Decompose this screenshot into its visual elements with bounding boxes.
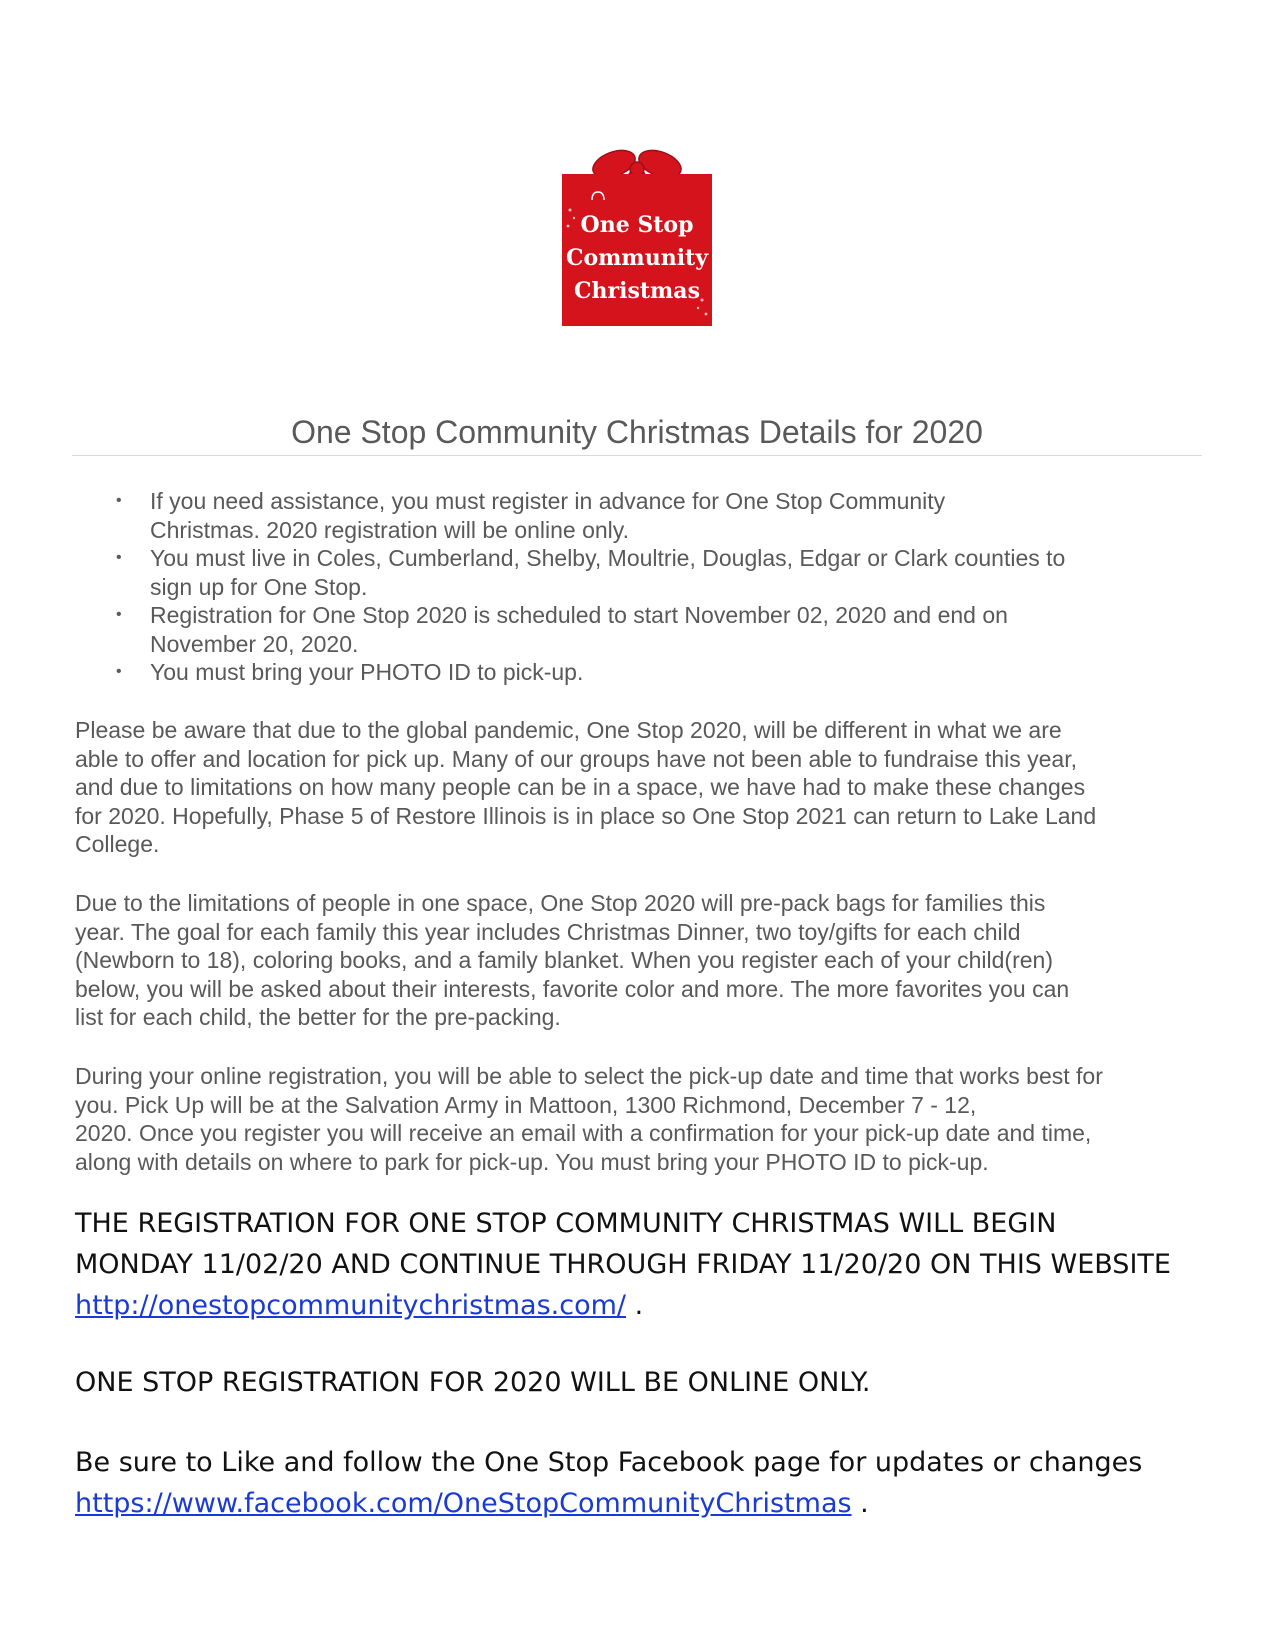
facebook-link-line: [75, 1483, 1225, 1524]
list-item: [110, 658, 1190, 687]
list-item-line: Registration for One Stop 2020 is scheduled to start November 02, 2020 and end on: [150, 602, 1008, 628]
pre-pack-paragraph: [75, 889, 1205, 1032]
details-list: [110, 487, 1190, 687]
list-item-line: You must live in Coles, Cumberland, Shelby, Moultrie, Douglas, Edgar or Clark counties to: [150, 545, 1066, 571]
paragraph-line: you. Pick Up will be at the Salvation Army in Mattoon, 1300 Richmond, December 7 - 12,: [75, 1091, 977, 1118]
facebook-notice: [75, 1442, 1225, 1524]
registration-announcement: [75, 1203, 1225, 1326]
website-link[interactable]: http://onestopcommunitychristmas.com/: [75, 1290, 626, 1321]
paragraph-line: (Newborn to 18), coloring books, and a family blanket. When you register each of your child(ren): [75, 947, 1053, 973]
announcement-line: MONDAY 11/02/20 AND CONTINUE THROUGH FRIDAY 11/20/20 ON THIS WEBSITE: [75, 1249, 1171, 1280]
list-item-line: November 20, 2020.: [150, 630, 359, 657]
logo-line-3: Christmas: [574, 278, 700, 304]
page-title: One Stop Community Christmas Details for 2020: [291, 414, 983, 450]
paragraph-line: College.: [75, 831, 160, 857]
pickup-paragraph: [75, 1062, 1205, 1176]
list-item-line: You must bring your PHOTO ID to pick-up.: [150, 659, 584, 685]
title-divider: [72, 455, 1202, 456]
announcement-line: THE REGISTRATION FOR ONE STOP COMMUNITY CHRISTMAS WILL BEGIN: [75, 1208, 1057, 1239]
link-trailing-text: .: [626, 1290, 644, 1321]
logo-line-2: Community: [565, 245, 709, 271]
bullet-icon: •: [116, 492, 122, 509]
paragraph-line: below, you will be asked about their interests, favorite color and more. The more favorites you can: [75, 975, 1070, 1002]
facebook-link[interactable]: https://www.facebook.com/OneStopCommunityChristmas: [75, 1488, 852, 1519]
paragraph-line: Please be aware that due to the global pandemic, One Stop 2020, will be different in what we are: [75, 717, 1062, 743]
logo-line-1: One Stop: [580, 212, 694, 238]
list-item: [110, 601, 1190, 658]
list-item-line: sign up for One Stop.: [150, 573, 368, 600]
facebook-line: Be sure to Like and follow the One Stop Facebook page for updates or changes: [75, 1447, 1143, 1478]
list-item-line: Christmas. 2020 registration will be online only.: [150, 516, 629, 543]
one-stop-logo: [556, 140, 718, 332]
bullet-icon: •: [116, 663, 122, 680]
paragraph-line: During your online registration, you will be able to select the pick-up date and time that works best for: [75, 1063, 1103, 1089]
pandemic-paragraph: [75, 716, 1205, 859]
paragraph-line: along with details on where to park for pick-up. You must bring your PHOTO ID to pick-up.: [75, 1148, 989, 1175]
announcement-link-line: [75, 1285, 1225, 1326]
paragraph-line: list for each child, the better for the pre-packing.: [75, 1004, 561, 1030]
bullet-icon: •: [116, 549, 122, 566]
online-only-notice: ONE STOP REGISTRATION FOR 2020 WILL BE ONLINE ONLY.: [75, 1367, 871, 1398]
paragraph-line: 2020. Once you register you will receive an email with a confirmation for your pick-up date and time,: [75, 1120, 1092, 1146]
list-item-line: If you need assistance, you must register in advance for One Stop Community: [150, 488, 946, 514]
list-item: [110, 487, 1190, 544]
paragraph-line: year. The goal for each family this year includes Christmas Dinner, two toy/gifts for each child: [75, 918, 1021, 945]
paragraph-line: Due to the limitations of people in one space, One Stop 2020 will pre-pack bags for families this: [75, 890, 1046, 916]
link-trailing-text: .: [851, 1488, 869, 1519]
paragraph-line: and due to limitations on how many people can be in a space, we have had to make these changes: [75, 774, 1086, 800]
paragraph-line: for 2020. Hopefully, Phase 5 of Restore Illinois is in place so One Stop 2021 can return to Lake Land: [75, 802, 1097, 829]
list-item: [110, 544, 1190, 601]
bullet-icon: •: [116, 606, 122, 623]
paragraph-line: able to offer and location for pick up. Many of our groups have not been able to fundraise this year,: [75, 745, 1077, 772]
